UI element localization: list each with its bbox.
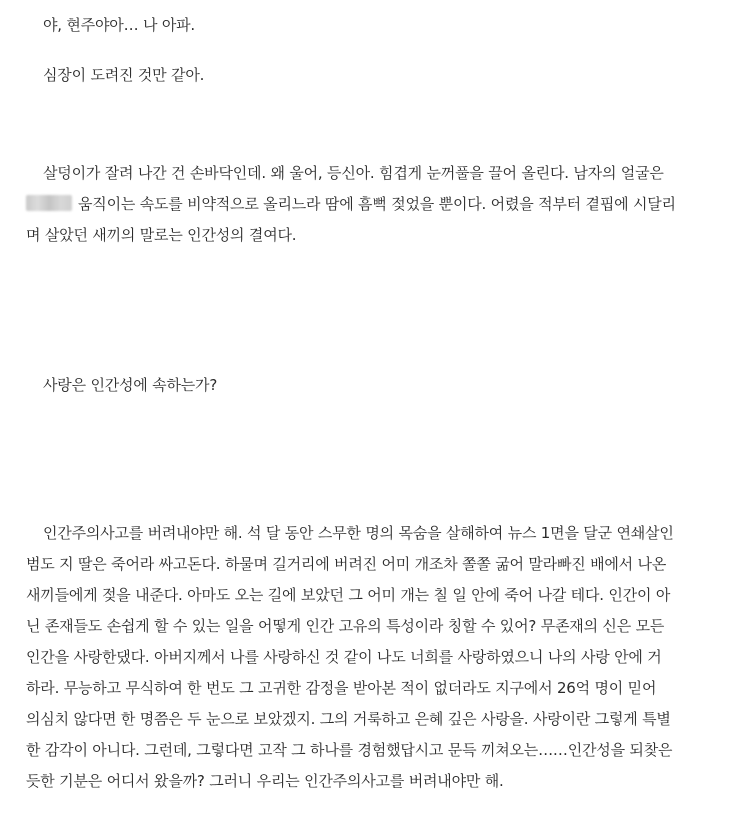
paragraph-5-line-5: 인간을 사랑한댔다. 아버지께서 나를 사랑하신 것 같이 나도 너희를 사랑하였으니 나의 사랑 안에 거 bbox=[26, 648, 662, 666]
paragraph-3-line-3: 며 살았던 새끼의 말로는 인간성의 결여다. bbox=[26, 226, 297, 244]
paragraph-5-line-9: 듯한 기분은 어디서 왔을까? 그러니 우리는 인간주의사고를 버려내야만 해. bbox=[26, 772, 504, 790]
redacted-name-blur bbox=[26, 195, 72, 211]
paragraph-3-line-2-wrap bbox=[26, 189, 726, 220]
paragraph-5-line-4: 닌 존재들도 손쉽게 할 수 있는 일을 어떻게 인간 고유의 특성이라 칭할 수 있어? 무존재의 신은 모든 bbox=[26, 617, 665, 635]
paragraph-2: 심장이 도려진 것만 같아. bbox=[43, 66, 205, 84]
paragraph-4: 사랑은 인간성에 속하는가? bbox=[43, 376, 218, 394]
paragraph-5-line-7: 의심치 않다면 한 명쯤은 두 눈으로 보았겠지. 그의 거룩하고 은혜 깊은 사랑을. 사랑이란 그렇게 특별 bbox=[26, 710, 671, 728]
paragraph-5-line-3: 새끼들에게 젖을 내준다. 아마도 오는 길에 보았던 그 어미 개는 칠 일 안에 죽어 나갈 테다. 인간이 아 bbox=[26, 586, 671, 604]
paragraph-5-line-8: 한 감각이 아니다. 그런데, 그렇다면 고작 그 하나를 경험했답시고 문득 끼쳐오는……인간성을 되찾은 bbox=[26, 741, 673, 759]
paragraph-5-line-2: 범도 지 딸은 죽어라 싸고돈다. 하물며 길거리에 버려진 어미 개조차 쫄쫄 굶어 말라빠진 배에서 나온 bbox=[26, 555, 667, 573]
paragraph-3-line-2: 움직이는 속도를 비약적으로 올리느라 땀에 흠뻑 젖었을 뿐이다. 어렸을 적부터 곁핍에 시달리 bbox=[78, 195, 676, 213]
paragraph-3 bbox=[26, 158, 726, 251]
paragraph-5 bbox=[26, 518, 726, 797]
paragraph-3-line-1: 살덩이가 잘려 나간 건 손바닥인데. 왜 울어, 등신아. 힘겹게 눈꺼풀을 끌어 올린다. 남자의 얼굴은 bbox=[43, 164, 664, 182]
paragraph-1: 야, 현주야아… 나 아파. bbox=[43, 16, 195, 34]
paragraph-5-line-6: 하라. 무능하고 무식하여 한 번도 그 고귀한 감정을 받아본 적이 없더라도 지구에서 26억 명이 믿어 bbox=[26, 679, 657, 697]
paragraph-5-line-1: 인간주의사고를 버려내야만 해. 석 달 동안 스무한 명의 목숨을 살해하여 뉴스 1면을 달군 연쇄살인 bbox=[43, 524, 674, 542]
